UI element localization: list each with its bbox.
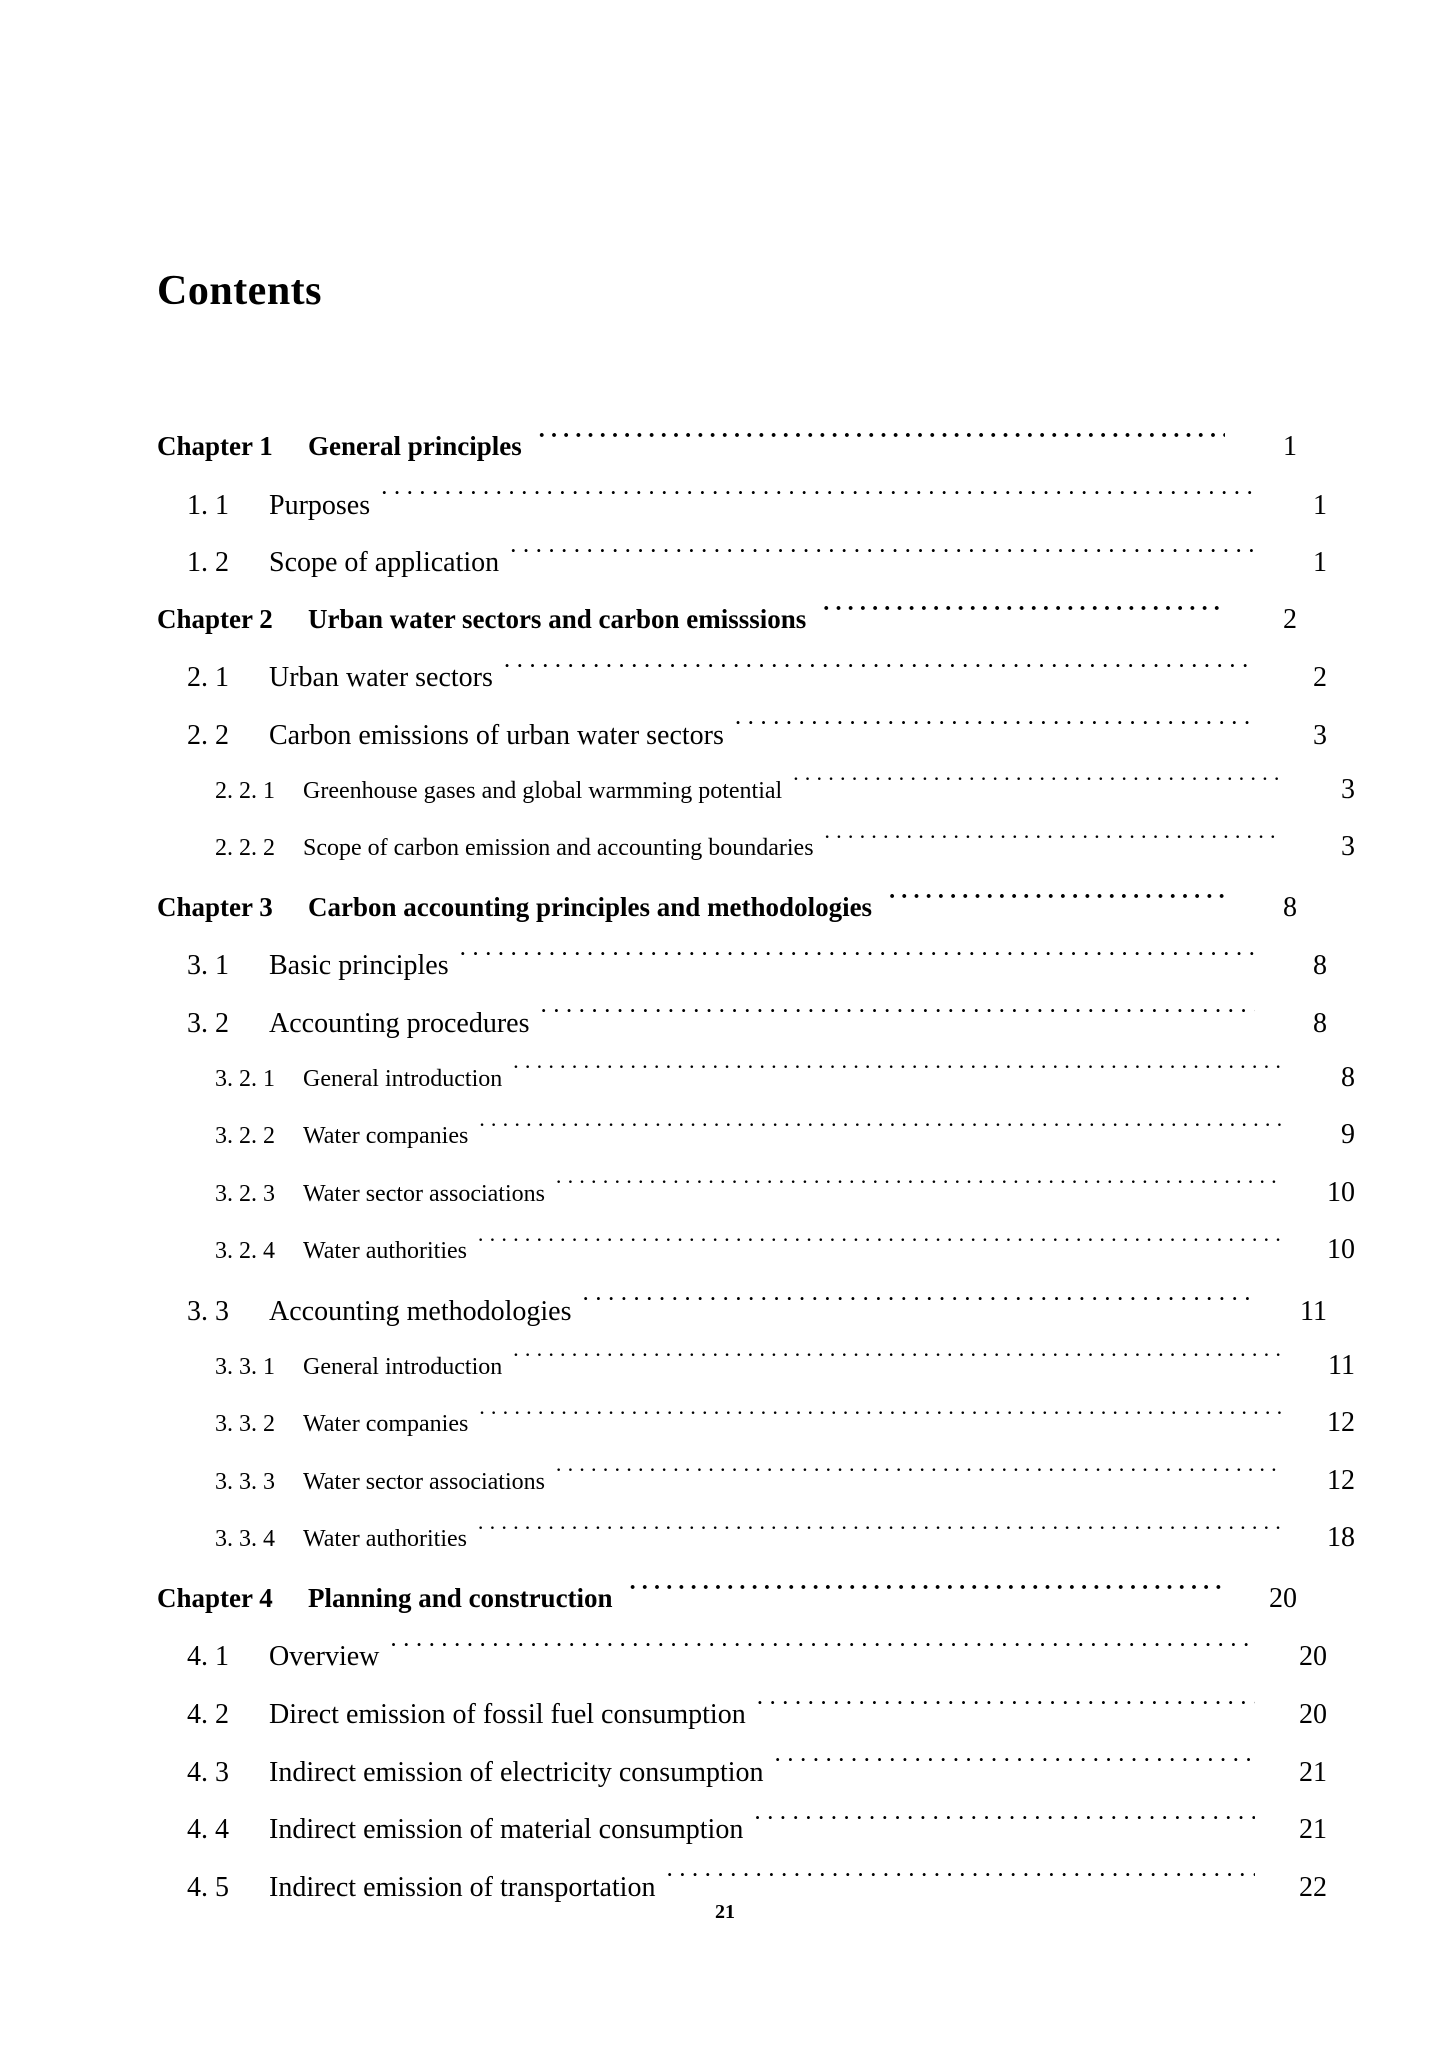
toc-entry-number: 3. 3. 3 — [215, 1468, 275, 1495]
toc-entry[interactable] — [157, 1695, 1327, 1753]
toc-leader-dots — [822, 601, 1225, 628]
toc-entry-page-number: 8 — [1313, 950, 1327, 982]
toc-entry-number: 4. 4 — [187, 1814, 229, 1846]
toc-entry-label: Direct emission of fossil fuel consumption — [269, 1699, 746, 1731]
toc-entry[interactable] — [157, 1062, 1355, 1120]
toc-entry-label: Carbon accounting principles and methodologies — [308, 891, 873, 922]
toc-leader-dots — [512, 1350, 1283, 1374]
toc-entry-number: 3. 3. 4 — [215, 1526, 275, 1553]
toc-entry-page-number: 11 — [1328, 1349, 1355, 1381]
toc-entry-label: Urban water sectors and carbon emisssions — [308, 603, 807, 634]
toc-entry[interactable] — [157, 601, 1297, 659]
toc-leader-dots — [756, 1695, 1255, 1723]
toc-entry-page-number: 10 — [1327, 1234, 1355, 1266]
toc-entry-number: 3. 2. 3 — [215, 1180, 275, 1207]
toc-entry-number: 3. 2 — [187, 1007, 229, 1039]
toc-entry[interactable] — [157, 1004, 1327, 1062]
toc-entry-page-number: 1 — [1313, 489, 1327, 521]
toc-entry-label: Purposes — [269, 489, 371, 521]
toc-entry-page-number: 21 — [1299, 1814, 1327, 1846]
toc-entry-page-number: 1 — [1283, 431, 1297, 462]
toc-entry-page-number: 20 — [1299, 1641, 1327, 1673]
toc-entry-page-number: 12 — [1327, 1464, 1355, 1496]
toc-leader-dots — [582, 1292, 1255, 1320]
toc-entry-page-number: 10 — [1327, 1176, 1355, 1208]
toc-entry-page-number: 9 — [1341, 1119, 1355, 1151]
toc-entry-label: Urban water sectors — [269, 662, 493, 694]
toc-entry[interactable] — [157, 1177, 1355, 1235]
toc-entry-label: Water companies — [303, 1411, 469, 1438]
toc-entry[interactable] — [157, 716, 1327, 774]
toc-entry-number: Chapter 1 — [157, 431, 273, 461]
toc-entry-label: Water companies — [303, 1123, 469, 1150]
toc-entry-number: 3. 3 — [187, 1295, 229, 1327]
toc-leader-dots — [477, 1522, 1283, 1546]
toc-entry-label: Planning and construction — [308, 1582, 613, 1613]
toc-entry-number: Chapter 2 — [157, 603, 273, 634]
toc-leader-dots — [538, 428, 1225, 455]
toc-entry-label: Indirect emission of transportation — [269, 1871, 656, 1903]
toc-entry-number: 4. 2 — [187, 1699, 229, 1731]
toc-leader-dots — [629, 1580, 1225, 1607]
toc-entry-page-number: 12 — [1327, 1407, 1355, 1439]
toc-leader-dots — [380, 486, 1255, 514]
toc-entry-label: Water sector associations — [303, 1468, 545, 1495]
toc-entry[interactable] — [157, 1522, 1355, 1580]
toc-entry-number: Chapter 3 — [157, 891, 273, 922]
toc-entry[interactable] — [157, 428, 1297, 486]
toc-entry-page-number: 22 — [1299, 1871, 1327, 1903]
toc-entry-label: General principles — [308, 431, 522, 461]
toc-entry[interactable] — [157, 1580, 1297, 1638]
toc-leader-dots — [555, 1465, 1283, 1489]
toc-entry[interactable] — [157, 1810, 1327, 1868]
toc-leader-dots — [753, 1810, 1255, 1838]
toc-entry-number: 4. 5 — [187, 1871, 229, 1903]
toc-entry-label: Overview — [269, 1641, 380, 1673]
toc-entry-page-number: 3 — [1341, 773, 1355, 805]
toc-entry-number: 1. 1 — [187, 489, 229, 521]
footer-page-number: 21 — [715, 1901, 735, 1923]
toc-entry-number: 3. 3. 1 — [215, 1353, 275, 1380]
toc-leader-dots — [509, 543, 1255, 571]
toc-entry-number: 4. 1 — [187, 1641, 229, 1673]
toc-entry-number: 3. 2. 4 — [215, 1238, 275, 1265]
toc-entry-number: 2. 2 — [187, 719, 229, 751]
toc-entry[interactable] — [157, 1465, 1355, 1523]
toc-entry-label: Carbon emissions of urban water sectors — [269, 719, 724, 751]
toc-leader-dots — [555, 1177, 1283, 1201]
toc-entry-label: Accounting methodologies — [269, 1295, 572, 1327]
toc-entry[interactable] — [157, 1292, 1327, 1350]
toc-entry[interactable] — [157, 1119, 1355, 1177]
toc-entry[interactable] — [157, 889, 1297, 947]
toc-entry-page-number: 8 — [1341, 1061, 1355, 1093]
toc-entry-number: 4. 3 — [187, 1756, 229, 1788]
toc-entry[interactable] — [157, 1637, 1327, 1695]
toc-entry-page-number: 1 — [1313, 547, 1327, 579]
toc-entry-label: Scope of carbon emission and accounting boundaries — [303, 835, 814, 862]
toc-entry-number: 2. 2. 1 — [215, 777, 275, 804]
toc-entry-number: Chapter 4 — [157, 1582, 273, 1613]
toc-entry-label: Indirect emission of electricity consumption — [269, 1756, 764, 1788]
toc-entry[interactable] — [157, 543, 1327, 601]
toc-entry-number: 2. 1 — [187, 662, 229, 694]
toc-entry-number: 3. 2. 1 — [215, 1065, 275, 1092]
toc-entry-number: 1. 2 — [187, 547, 229, 579]
toc-entry-page-number: 2 — [1283, 603, 1297, 635]
toc-entry-label: Basic principles — [269, 950, 449, 982]
toc-entry-page-number: 3 — [1341, 831, 1355, 863]
toc-leader-dots — [665, 1868, 1255, 1896]
toc-entry[interactable] — [157, 831, 1355, 889]
toc-entry-page-number: 11 — [1300, 1295, 1327, 1327]
toc-leader-dots — [824, 831, 1283, 855]
toc-leader-dots — [459, 946, 1255, 974]
toc-entry-label: Accounting procedures — [269, 1007, 530, 1039]
toc-entry[interactable] — [157, 774, 1355, 832]
toc-entry[interactable] — [157, 1234, 1355, 1292]
toc-leader-dots — [734, 716, 1255, 744]
table-of-contents — [157, 428, 1355, 1925]
toc-leader-dots — [389, 1637, 1255, 1665]
toc-entry-page-number: 20 — [1269, 1582, 1297, 1614]
toc-leader-dots — [792, 774, 1283, 798]
toc-entry-label: Indirect emission of material consumption — [269, 1814, 744, 1846]
toc-entry[interactable] — [157, 946, 1327, 1004]
toc-entry-page-number: 3 — [1313, 719, 1327, 751]
toc-leader-dots — [477, 1234, 1283, 1258]
toc-entry[interactable] — [157, 1407, 1355, 1465]
toc-entry[interactable] — [157, 1753, 1327, 1811]
toc-leader-dots — [539, 1004, 1255, 1032]
toc-leader-dots — [774, 1753, 1255, 1781]
toc-entry-label: Scope of application — [269, 547, 500, 579]
toc-leader-dots — [503, 658, 1255, 686]
toc-entry-number: 3. 3. 2 — [215, 1411, 275, 1438]
toc-leader-dots — [478, 1407, 1283, 1431]
toc-entry-page-number: 18 — [1327, 1522, 1355, 1554]
toc-leader-dots — [478, 1119, 1283, 1143]
toc-entry-label: Water sector associations — [303, 1180, 545, 1207]
toc-entry-page-number: 8 — [1313, 1007, 1327, 1039]
page-title: Contents — [157, 268, 323, 315]
toc-entry-number: 3. 2. 2 — [215, 1123, 275, 1150]
toc-entry-number: 2. 2. 2 — [215, 835, 275, 862]
toc-entry-number: 3. 1 — [187, 950, 229, 982]
toc-leader-dots — [888, 889, 1225, 916]
toc-entry-page-number: 2 — [1313, 662, 1327, 694]
toc-entry-label: General introduction — [303, 1065, 503, 1092]
toc-entry[interactable] — [157, 1350, 1355, 1408]
toc-entry-label: Water authorities — [303, 1526, 468, 1553]
toc-entry[interactable] — [157, 658, 1327, 716]
toc-entry-page-number: 21 — [1299, 1756, 1327, 1788]
toc-entry[interactable] — [157, 486, 1327, 544]
toc-entry-label: General introduction — [303, 1353, 503, 1380]
toc-leader-dots — [512, 1062, 1283, 1086]
toc-entry-page-number: 8 — [1283, 891, 1297, 923]
toc-entry-label: Water authorities — [303, 1238, 468, 1265]
toc-entry-page-number: 20 — [1299, 1699, 1327, 1731]
toc-entry-label: Greenhouse gases and global warmming potential — [303, 777, 783, 804]
